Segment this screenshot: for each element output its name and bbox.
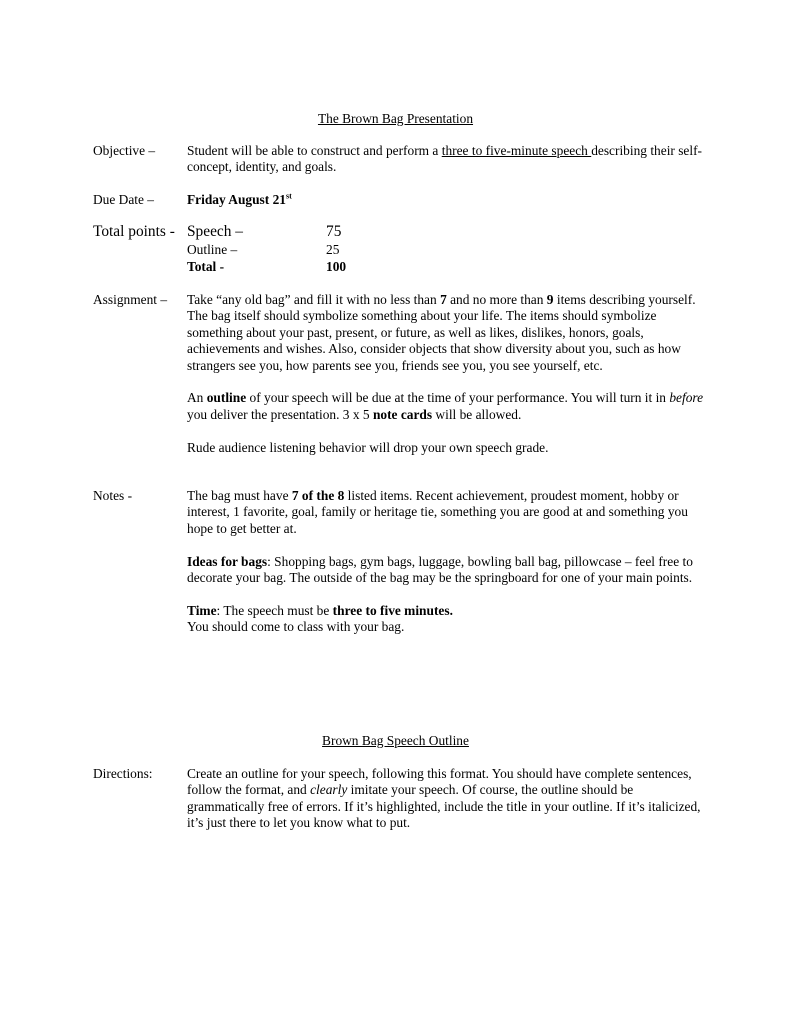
points-speech-name: Speech – [187,223,243,240]
due-date-label: Due Date – [93,192,154,207]
objective-label: Objective – [93,143,156,158]
notes-paragraph-3: Time: The speech must be three to five minutes. You should come to class with your bag. [187,602,453,635]
assignment-label: Assignment – [93,292,168,307]
points-outline-name: Outline – [187,242,238,257]
objective-text [187,143,707,176]
document-title: The Brown Bag Presentation [317,111,474,126]
assignment-paragraph-2: An outline of your speech will be due at the time of your performance. You will turn it in before you deliver the presentation. 3 x 5 note cards will be allowed. [187,390,704,422]
points-total-name: Total - [187,259,225,274]
notes-body [187,488,707,636]
objective-text-end: describing their self-concept, identity, and goals. [187,143,703,175]
due-date-value [187,192,707,208]
points-speech-value: 75 [326,223,342,240]
assignment-paragraph-1: Take “any old bag” and fill it with no less than 7 and no more than 9 items describing yourself. The bag itself should symbolize something about your life. The items should symbolize something about your past, present, or future, as well as likes, dislikes, honors, goals, achievements and wishes. Also, consider objects that show diversity about you, such as how strangers see you, how parents see you, friends see you, you see yourself, etc. [187,292,696,373]
notes-paragraph-2: Ideas for bags: Shopping bags, gym bags, luggage, bowling ball bag, pillowcase – feel free to decorate your bag. The outside of the bag may be the springboard for one of your main points. [187,553,693,586]
assignment-body [187,292,707,456]
total-points-label: Total points - [93,223,175,240]
objective-text-part: Student will be able to construct and perform a [187,143,442,158]
speech-length-underlined: three to five-minute speech [441,143,592,158]
points-total-value: 100 [326,259,347,274]
outline-title: Brown Bag Speech Outline [322,733,469,748]
notes-paragraph-1: The bag must have 7 of the 8 listed items. Recent achievement, proudest moment, hobby or interest, 1 favorite, goal, family or heritage tie, something you are good at and something you hope to get better at. [187,488,688,536]
assignment-paragraph-3: Rude audience listening behavior will drop your own speech grade. [187,439,549,455]
directions-label: Directions: [93,766,153,781]
points-outline-value: 25 [326,242,340,257]
due-date-text: Friday August 21 [187,192,286,207]
due-date-suffix: st [285,191,292,201]
directions-text: Create an outline for your speech, following this format. You should have complete sentences, follow the format, and clearly imitate your speech. Of course, the outline should be grammatically free of errors. If it’s highlighted, include the title in your outline. If it’s italicized, it’s just there to let you know what to put. [187,766,701,831]
notes-label: Notes - [93,488,133,503]
